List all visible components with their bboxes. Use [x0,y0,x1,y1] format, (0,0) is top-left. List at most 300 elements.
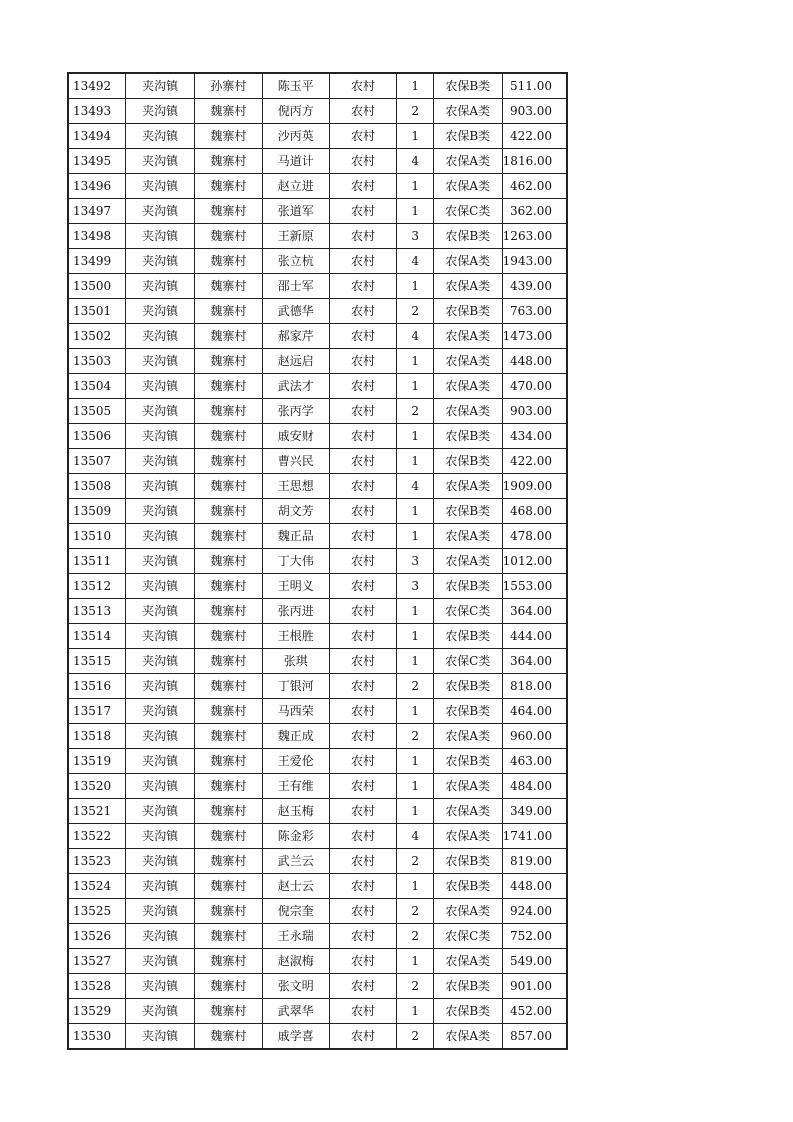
amount-cell: 1816.00 [502,149,567,174]
amount-cell: 422.00 [502,449,567,474]
insurance-category-cell: 农保B类 [433,699,502,724]
member-count-cell: 4 [397,324,433,349]
name-cell: 张立杭 [262,249,329,274]
town-cell: 夹沟镇 [126,599,195,624]
table-row [68,399,567,424]
insurance-category-cell: 农保A类 [433,249,502,274]
member-count-cell: 1 [397,599,433,624]
amount-cell: 349.00 [502,799,567,824]
amount-cell: 1553.00 [502,574,567,599]
member-count-cell: 4 [397,249,433,274]
amount-cell: 478.00 [502,524,567,549]
village-cell: 魏寨村 [195,799,263,824]
records-table-body [68,73,567,1049]
table-row [68,199,567,224]
record-id-cell: 13507 [68,449,126,474]
household-type-cell: 农村 [329,1024,397,1050]
insurance-category-cell: 农保A类 [433,374,502,399]
town-cell: 夹沟镇 [126,424,195,449]
village-cell: 魏寨村 [195,949,263,974]
member-count-cell: 1 [397,949,433,974]
table-row [68,99,567,124]
name-cell: 陈玉平 [262,73,329,99]
village-cell: 孙寨村 [195,73,263,99]
village-cell: 魏寨村 [195,399,263,424]
insurance-category-cell: 农保B类 [433,574,502,599]
member-count-cell: 2 [397,924,433,949]
table-row [68,224,567,249]
town-cell: 夹沟镇 [126,299,195,324]
village-cell: 魏寨村 [195,274,263,299]
household-type-cell: 农村 [329,674,397,699]
record-id-cell: 13511 [68,549,126,574]
name-cell: 魏正成 [262,724,329,749]
member-count-cell: 1 [397,374,433,399]
member-count-cell: 1 [397,73,433,99]
village-cell: 魏寨村 [195,249,263,274]
household-type-cell: 农村 [329,599,397,624]
amount-cell: 818.00 [502,674,567,699]
town-cell: 夹沟镇 [126,574,195,599]
name-cell: 赵远启 [262,349,329,374]
household-type-cell: 农村 [329,449,397,474]
insurance-category-cell: 农保A类 [433,799,502,824]
town-cell: 夹沟镇 [126,549,195,574]
amount-cell: 1741.00 [502,824,567,849]
table-row [68,374,567,399]
name-cell: 沙丙英 [262,124,329,149]
table-row [68,774,567,799]
village-cell: 魏寨村 [195,324,263,349]
table-row [68,574,567,599]
record-id-cell: 13505 [68,399,126,424]
table-row [68,449,567,474]
table-row [68,824,567,849]
table-row [68,73,567,99]
record-id-cell: 13512 [68,574,126,599]
town-cell: 夹沟镇 [126,649,195,674]
table-row [68,624,567,649]
insurance-category-cell: 农保B类 [433,999,502,1024]
town-cell: 夹沟镇 [126,349,195,374]
insurance-category-cell: 农保A类 [433,1024,502,1050]
member-count-cell: 1 [397,699,433,724]
name-cell: 王新原 [262,224,329,249]
household-type-cell: 农村 [329,99,397,124]
insurance-category-cell: 农保A类 [433,524,502,549]
table-row [68,674,567,699]
household-type-cell: 农村 [329,199,397,224]
record-id-cell: 13526 [68,924,126,949]
amount-cell: 439.00 [502,274,567,299]
record-id-cell: 13524 [68,874,126,899]
town-cell: 夹沟镇 [126,874,195,899]
household-type-cell: 农村 [329,774,397,799]
village-cell: 魏寨村 [195,749,263,774]
record-id-cell: 13504 [68,374,126,399]
record-id-cell: 13530 [68,1024,126,1050]
record-id-cell: 13502 [68,324,126,349]
household-type-cell: 农村 [329,474,397,499]
name-cell: 张丙学 [262,399,329,424]
town-cell: 夹沟镇 [126,774,195,799]
amount-cell: 511.00 [502,73,567,99]
amount-cell: 1012.00 [502,549,567,574]
table-row [68,299,567,324]
town-cell: 夹沟镇 [126,524,195,549]
member-count-cell: 1 [397,524,433,549]
insurance-category-cell: 农保A类 [433,824,502,849]
record-id-cell: 13508 [68,474,126,499]
village-cell: 魏寨村 [195,999,263,1024]
town-cell: 夹沟镇 [126,974,195,999]
village-cell: 魏寨村 [195,974,263,999]
household-type-cell: 农村 [329,549,397,574]
table-row [68,174,567,199]
household-type-cell: 农村 [329,874,397,899]
record-id-cell: 13492 [68,73,126,99]
amount-cell: 464.00 [502,699,567,724]
member-count-cell: 1 [397,424,433,449]
insurance-category-cell: 农保C类 [433,199,502,224]
household-type-cell: 农村 [329,299,397,324]
member-count-cell: 2 [397,674,433,699]
town-cell: 夹沟镇 [126,949,195,974]
record-id-cell: 13523 [68,849,126,874]
village-cell: 魏寨村 [195,474,263,499]
village-cell: 魏寨村 [195,774,263,799]
member-count-cell: 1 [397,199,433,224]
record-id-cell: 13496 [68,174,126,199]
name-cell: 马西荣 [262,699,329,724]
amount-cell: 470.00 [502,374,567,399]
name-cell: 王思想 [262,474,329,499]
village-cell: 魏寨村 [195,499,263,524]
village-cell: 魏寨村 [195,574,263,599]
record-id-cell: 13521 [68,799,126,824]
table-row [68,799,567,824]
member-count-cell: 4 [397,149,433,174]
insurance-category-cell: 农保B类 [433,73,502,99]
town-cell: 夹沟镇 [126,899,195,924]
household-type-cell: 农村 [329,249,397,274]
household-type-cell: 农村 [329,799,397,824]
record-id-cell: 13510 [68,524,126,549]
village-cell: 魏寨村 [195,699,263,724]
records-table [67,72,568,1050]
amount-cell: 903.00 [502,99,567,124]
insurance-category-cell: 农保A类 [433,149,502,174]
insurance-category-cell: 农保A类 [433,774,502,799]
name-cell: 曹兴民 [262,449,329,474]
table-row [68,749,567,774]
member-count-cell: 1 [397,874,433,899]
village-cell: 魏寨村 [195,149,263,174]
insurance-category-cell: 农保A类 [433,549,502,574]
record-id-cell: 13494 [68,124,126,149]
household-type-cell: 农村 [329,699,397,724]
insurance-category-cell: 农保B类 [433,224,502,249]
name-cell: 赵士云 [262,874,329,899]
member-count-cell: 1 [397,274,433,299]
member-count-cell: 2 [397,724,433,749]
member-count-cell: 2 [397,849,433,874]
record-id-cell: 13509 [68,499,126,524]
amount-cell: 901.00 [502,974,567,999]
village-cell: 魏寨村 [195,99,263,124]
table-row [68,874,567,899]
name-cell: 赵玉梅 [262,799,329,824]
insurance-category-cell: 农保A类 [433,949,502,974]
village-cell: 魏寨村 [195,299,263,324]
name-cell: 王永瑞 [262,924,329,949]
insurance-category-cell: 农保A类 [433,274,502,299]
village-cell: 魏寨村 [195,1024,263,1050]
town-cell: 夹沟镇 [126,449,195,474]
town-cell: 夹沟镇 [126,699,195,724]
town-cell: 夹沟镇 [126,824,195,849]
member-count-cell: 1 [397,124,433,149]
insurance-category-cell: 农保A类 [433,399,502,424]
table-row [68,974,567,999]
household-type-cell: 农村 [329,399,397,424]
name-cell: 武翠华 [262,999,329,1024]
name-cell: 赵立进 [262,174,329,199]
household-type-cell: 农村 [329,424,397,449]
village-cell: 魏寨村 [195,599,263,624]
name-cell: 武法才 [262,374,329,399]
amount-cell: 362.00 [502,199,567,224]
insurance-category-cell: 农保A类 [433,99,502,124]
table-row [68,249,567,274]
member-count-cell: 2 [397,1024,433,1050]
household-type-cell: 农村 [329,324,397,349]
record-id-cell: 13515 [68,649,126,674]
amount-cell: 903.00 [502,399,567,424]
insurance-category-cell: 农保B类 [433,624,502,649]
table-row [68,649,567,674]
household-type-cell: 农村 [329,849,397,874]
member-count-cell: 1 [397,449,433,474]
table-row [68,849,567,874]
town-cell: 夹沟镇 [126,149,195,174]
village-cell: 魏寨村 [195,199,263,224]
table-row [68,499,567,524]
town-cell: 夹沟镇 [126,624,195,649]
household-type-cell: 农村 [329,174,397,199]
household-type-cell: 农村 [329,824,397,849]
member-count-cell: 2 [397,299,433,324]
household-type-cell: 农村 [329,499,397,524]
insurance-category-cell: 农保B类 [433,124,502,149]
town-cell: 夹沟镇 [126,199,195,224]
amount-cell: 448.00 [502,874,567,899]
record-id-cell: 13529 [68,999,126,1024]
town-cell: 夹沟镇 [126,174,195,199]
household-type-cell: 农村 [329,999,397,1024]
record-id-cell: 13518 [68,724,126,749]
table-row [68,899,567,924]
record-id-cell: 13493 [68,99,126,124]
table-row [68,274,567,299]
village-cell: 魏寨村 [195,174,263,199]
insurance-category-cell: 农保B类 [433,424,502,449]
amount-cell: 1943.00 [502,249,567,274]
name-cell: 武兰云 [262,849,329,874]
member-count-cell: 1 [397,774,433,799]
amount-cell: 364.00 [502,649,567,674]
amount-cell: 924.00 [502,899,567,924]
record-id-cell: 13495 [68,149,126,174]
name-cell: 王根胜 [262,624,329,649]
amount-cell: 448.00 [502,349,567,374]
table-row [68,699,567,724]
table-row [68,1024,567,1050]
insurance-category-cell: 农保A类 [433,349,502,374]
record-id-cell: 13503 [68,349,126,374]
record-id-cell: 13525 [68,899,126,924]
table-row [68,549,567,574]
record-id-cell: 13497 [68,199,126,224]
insurance-category-cell: 农保B类 [433,674,502,699]
town-cell: 夹沟镇 [126,474,195,499]
table-row [68,599,567,624]
amount-cell: 444.00 [502,624,567,649]
household-type-cell: 农村 [329,73,397,99]
village-cell: 魏寨村 [195,349,263,374]
household-type-cell: 农村 [329,624,397,649]
insurance-category-cell: 农保B类 [433,874,502,899]
household-type-cell: 农村 [329,224,397,249]
table-row [68,349,567,374]
table-row [68,999,567,1024]
town-cell: 夹沟镇 [126,324,195,349]
record-id-cell: 13517 [68,699,126,724]
household-type-cell: 农村 [329,374,397,399]
name-cell: 丁大伟 [262,549,329,574]
village-cell: 魏寨村 [195,924,263,949]
record-id-cell: 13516 [68,674,126,699]
amount-cell: 819.00 [502,849,567,874]
household-type-cell: 农村 [329,724,397,749]
amount-cell: 1909.00 [502,474,567,499]
village-cell: 魏寨村 [195,449,263,474]
name-cell: 张琪 [262,649,329,674]
insurance-category-cell: 农保B类 [433,299,502,324]
insurance-category-cell: 农保B类 [433,499,502,524]
insurance-category-cell: 农保A类 [433,474,502,499]
member-count-cell: 1 [397,799,433,824]
name-cell: 陈金彩 [262,824,329,849]
name-cell: 魏正品 [262,524,329,549]
household-type-cell: 农村 [329,649,397,674]
town-cell: 夹沟镇 [126,124,195,149]
name-cell: 郝家芹 [262,324,329,349]
name-cell: 丁银河 [262,674,329,699]
member-count-cell: 2 [397,99,433,124]
household-type-cell: 农村 [329,924,397,949]
member-count-cell: 3 [397,574,433,599]
amount-cell: 752.00 [502,924,567,949]
village-cell: 魏寨村 [195,899,263,924]
village-cell: 魏寨村 [195,674,263,699]
amount-cell: 422.00 [502,124,567,149]
record-id-cell: 13513 [68,599,126,624]
table-row [68,924,567,949]
table-row [68,124,567,149]
insurance-category-cell: 农保B类 [433,749,502,774]
village-cell: 魏寨村 [195,849,263,874]
table-row [68,324,567,349]
amount-cell: 1263.00 [502,224,567,249]
village-cell: 魏寨村 [195,224,263,249]
name-cell: 倪宗奎 [262,899,329,924]
household-type-cell: 农村 [329,749,397,774]
town-cell: 夹沟镇 [126,924,195,949]
village-cell: 魏寨村 [195,424,263,449]
household-type-cell: 农村 [329,974,397,999]
name-cell: 邵士军 [262,274,329,299]
insurance-category-cell: 农保C类 [433,924,502,949]
village-cell: 魏寨村 [195,874,263,899]
town-cell: 夹沟镇 [126,999,195,1024]
amount-cell: 1473.00 [502,324,567,349]
household-type-cell: 农村 [329,274,397,299]
record-id-cell: 13501 [68,299,126,324]
amount-cell: 462.00 [502,174,567,199]
insurance-category-cell: 农保A类 [433,324,502,349]
member-count-cell: 1 [397,499,433,524]
record-id-cell: 13527 [68,949,126,974]
town-cell: 夹沟镇 [126,799,195,824]
name-cell: 戚安财 [262,424,329,449]
town-cell: 夹沟镇 [126,274,195,299]
member-count-cell: 3 [397,224,433,249]
village-cell: 魏寨村 [195,649,263,674]
name-cell: 武德华 [262,299,329,324]
amount-cell: 549.00 [502,949,567,974]
household-type-cell: 农村 [329,124,397,149]
town-cell: 夹沟镇 [126,73,195,99]
town-cell: 夹沟镇 [126,849,195,874]
insurance-category-cell: 农保A类 [433,724,502,749]
table-row [68,149,567,174]
record-id-cell: 13498 [68,224,126,249]
name-cell: 张丙进 [262,599,329,624]
village-cell: 魏寨村 [195,374,263,399]
town-cell: 夹沟镇 [126,749,195,774]
town-cell: 夹沟镇 [126,499,195,524]
record-id-cell: 13499 [68,249,126,274]
amount-cell: 463.00 [502,749,567,774]
insurance-category-cell: 农保A类 [433,899,502,924]
household-type-cell: 农村 [329,899,397,924]
village-cell: 魏寨村 [195,724,263,749]
amount-cell: 857.00 [502,1024,567,1050]
amount-cell: 434.00 [502,424,567,449]
name-cell: 王有维 [262,774,329,799]
member-count-cell: 3 [397,549,433,574]
name-cell: 张道军 [262,199,329,224]
name-cell: 王明义 [262,574,329,599]
member-count-cell: 2 [397,399,433,424]
record-id-cell: 13520 [68,774,126,799]
town-cell: 夹沟镇 [126,374,195,399]
town-cell: 夹沟镇 [126,399,195,424]
village-cell: 魏寨村 [195,549,263,574]
amount-cell: 763.00 [502,299,567,324]
record-id-cell: 13528 [68,974,126,999]
